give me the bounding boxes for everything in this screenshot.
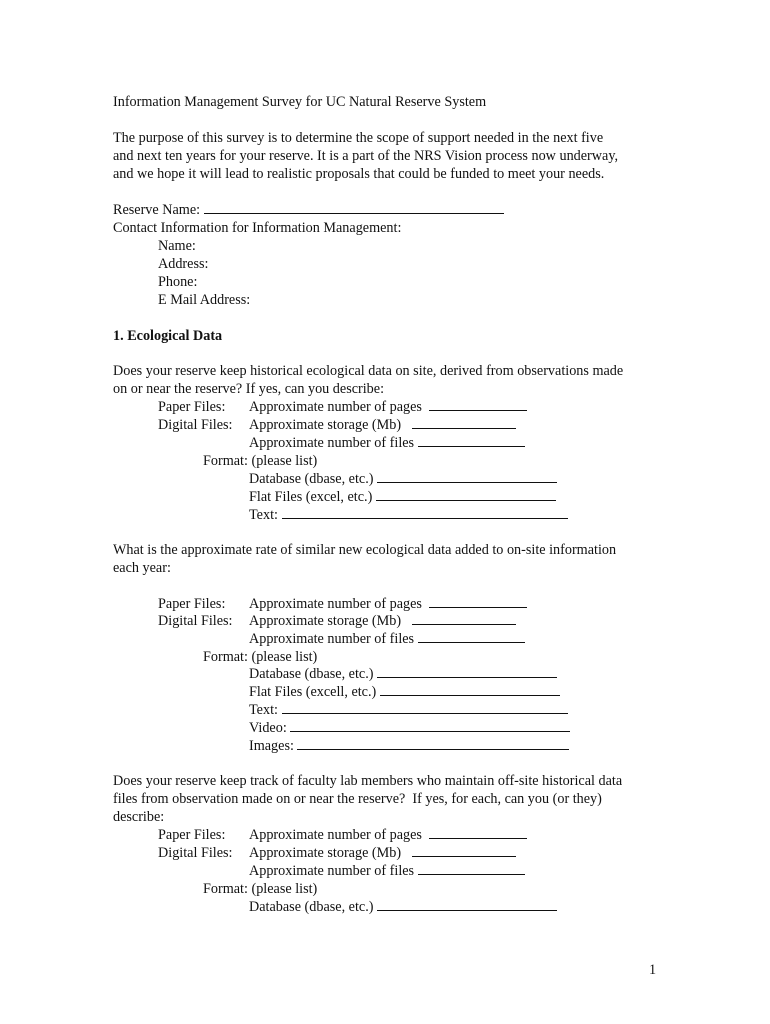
q3-digital-files-label: Digital Files:: [158, 845, 233, 861]
q2-format-label: Format: (please list): [203, 649, 318, 665]
intro-line-3: and we hope it will lead to realistic proposals that could be funded to meet your needs.: [113, 166, 605, 182]
page-number: 1: [649, 962, 657, 978]
q2-paper-files-label: Paper Files:: [158, 596, 226, 612]
q1-text-label: Text:: [249, 507, 278, 523]
q1-database-row: [249, 470, 557, 488]
reserve-name-field[interactable]: [204, 201, 504, 214]
q2-files-label: Approximate number of files: [249, 631, 415, 647]
q2-storage-row: [249, 612, 516, 630]
q3-line-1: Does your reserve keep track of faculty lab members who maintain off-site historical data: [113, 773, 623, 789]
q3-storage-field[interactable]: [412, 844, 516, 857]
contact-heading: Contact Information for Information Management:: [113, 220, 402, 236]
q2-text-label: Text:: [249, 702, 278, 718]
q1-paper-files-label: Paper Files:: [158, 399, 226, 415]
q1-line-1: Does your reserve keep historical ecological data on site, derived from observations made: [113, 363, 624, 379]
intro-line-2: and next ten years for your reserve. It is a part of the NRS Vision process now underway,: [113, 148, 619, 164]
q3-pages-field[interactable]: [429, 826, 527, 839]
contact-phone-label: Phone:: [158, 274, 198, 290]
q2-images-row: [249, 737, 569, 755]
q1-pages-label: Approximate number of pages: [249, 399, 422, 415]
q1-storage-field[interactable]: [412, 416, 516, 429]
q3-storage-row: [249, 844, 516, 862]
q2-line-2: each year:: [113, 560, 171, 576]
q2-database-label: Database (dbase, etc.): [249, 666, 374, 682]
q2-video-label: Video:: [249, 720, 287, 736]
q1-storage-label: Approximate storage (Mb): [249, 417, 402, 433]
q3-files-label: Approximate number of files: [249, 863, 415, 879]
section-heading: 1. Ecological Data: [113, 328, 223, 344]
document-title: Information Management Survey for UC Natural Reserve System: [113, 94, 487, 110]
q2-database-field[interactable]: [377, 665, 557, 678]
q2-storage-field[interactable]: [412, 612, 516, 625]
q1-text-field[interactable]: [282, 506, 568, 519]
q1-pages-row: [249, 398, 527, 416]
q2-flatfiles-field[interactable]: [380, 683, 560, 696]
q1-flatfiles-field[interactable]: [376, 488, 556, 501]
q3-line-3: describe:: [113, 809, 165, 825]
q3-database-row: [249, 898, 557, 916]
q2-files-field[interactable]: [418, 630, 525, 643]
q1-storage-row: [249, 416, 516, 434]
q3-storage-label: Approximate storage (Mb): [249, 845, 402, 861]
q3-paper-files-label: Paper Files:: [158, 827, 226, 843]
q2-files-row: [249, 630, 525, 648]
q1-files-field[interactable]: [418, 434, 525, 447]
q1-flatfiles-row: [249, 488, 556, 506]
q1-database-label: Database (dbase, etc.): [249, 471, 374, 487]
q3-files-row: [249, 862, 525, 880]
q1-files-label: Approximate number of files: [249, 435, 415, 451]
q2-line-1: What is the approximate rate of similar new ecological data added to on-site information: [113, 542, 617, 558]
contact-address-label: Address:: [158, 256, 209, 272]
q2-pages-row: [249, 595, 527, 613]
q2-pages-field[interactable]: [429, 595, 527, 608]
q3-database-field[interactable]: [377, 898, 557, 911]
q3-format-label: Format: (please list): [203, 881, 318, 897]
contact-email-label: E Mail Address:: [158, 292, 251, 308]
q2-video-row: [249, 719, 570, 737]
q1-digital-files-label: Digital Files:: [158, 417, 233, 433]
q2-images-label: Images:: [249, 738, 294, 754]
q3-pages-row: [249, 826, 527, 844]
q2-storage-label: Approximate storage (Mb): [249, 613, 402, 629]
q1-text-row: [249, 506, 568, 524]
contact-name-label: Name:: [158, 238, 196, 254]
q1-database-field[interactable]: [377, 470, 557, 483]
intro-line-1: The purpose of this survey is to determine the scope of support needed in the next five: [113, 130, 604, 146]
q2-flatfiles-row: [249, 683, 560, 701]
q3-pages-label: Approximate number of pages: [249, 827, 422, 843]
q2-video-field[interactable]: [290, 719, 570, 732]
q1-files-row: [249, 434, 525, 452]
q2-text-row: [249, 701, 568, 719]
q2-flatfiles-label: Flat Files (excell, etc.): [249, 684, 377, 700]
reserve-name-label: Reserve Name:: [113, 202, 201, 218]
q3-files-field[interactable]: [418, 862, 525, 875]
q2-digital-files-label: Digital Files:: [158, 613, 233, 629]
q3-database-label: Database (dbase, etc.): [249, 899, 374, 915]
q1-format-label: Format: (please list): [203, 453, 318, 469]
q1-pages-field[interactable]: [429, 398, 527, 411]
q1-flatfiles-label: Flat Files (excel, etc.): [249, 489, 373, 505]
q2-text-field[interactable]: [282, 701, 568, 714]
q3-line-2: files from observation made on or near the reserve? If yes, for each, can you (or they): [113, 791, 602, 807]
reserve-name-row: [113, 201, 504, 219]
q2-database-row: [249, 665, 557, 683]
q2-pages-label: Approximate number of pages: [249, 596, 422, 612]
q1-line-2: on or near the reserve? If yes, can you describe:: [113, 381, 385, 397]
q2-images-field[interactable]: [297, 737, 569, 750]
